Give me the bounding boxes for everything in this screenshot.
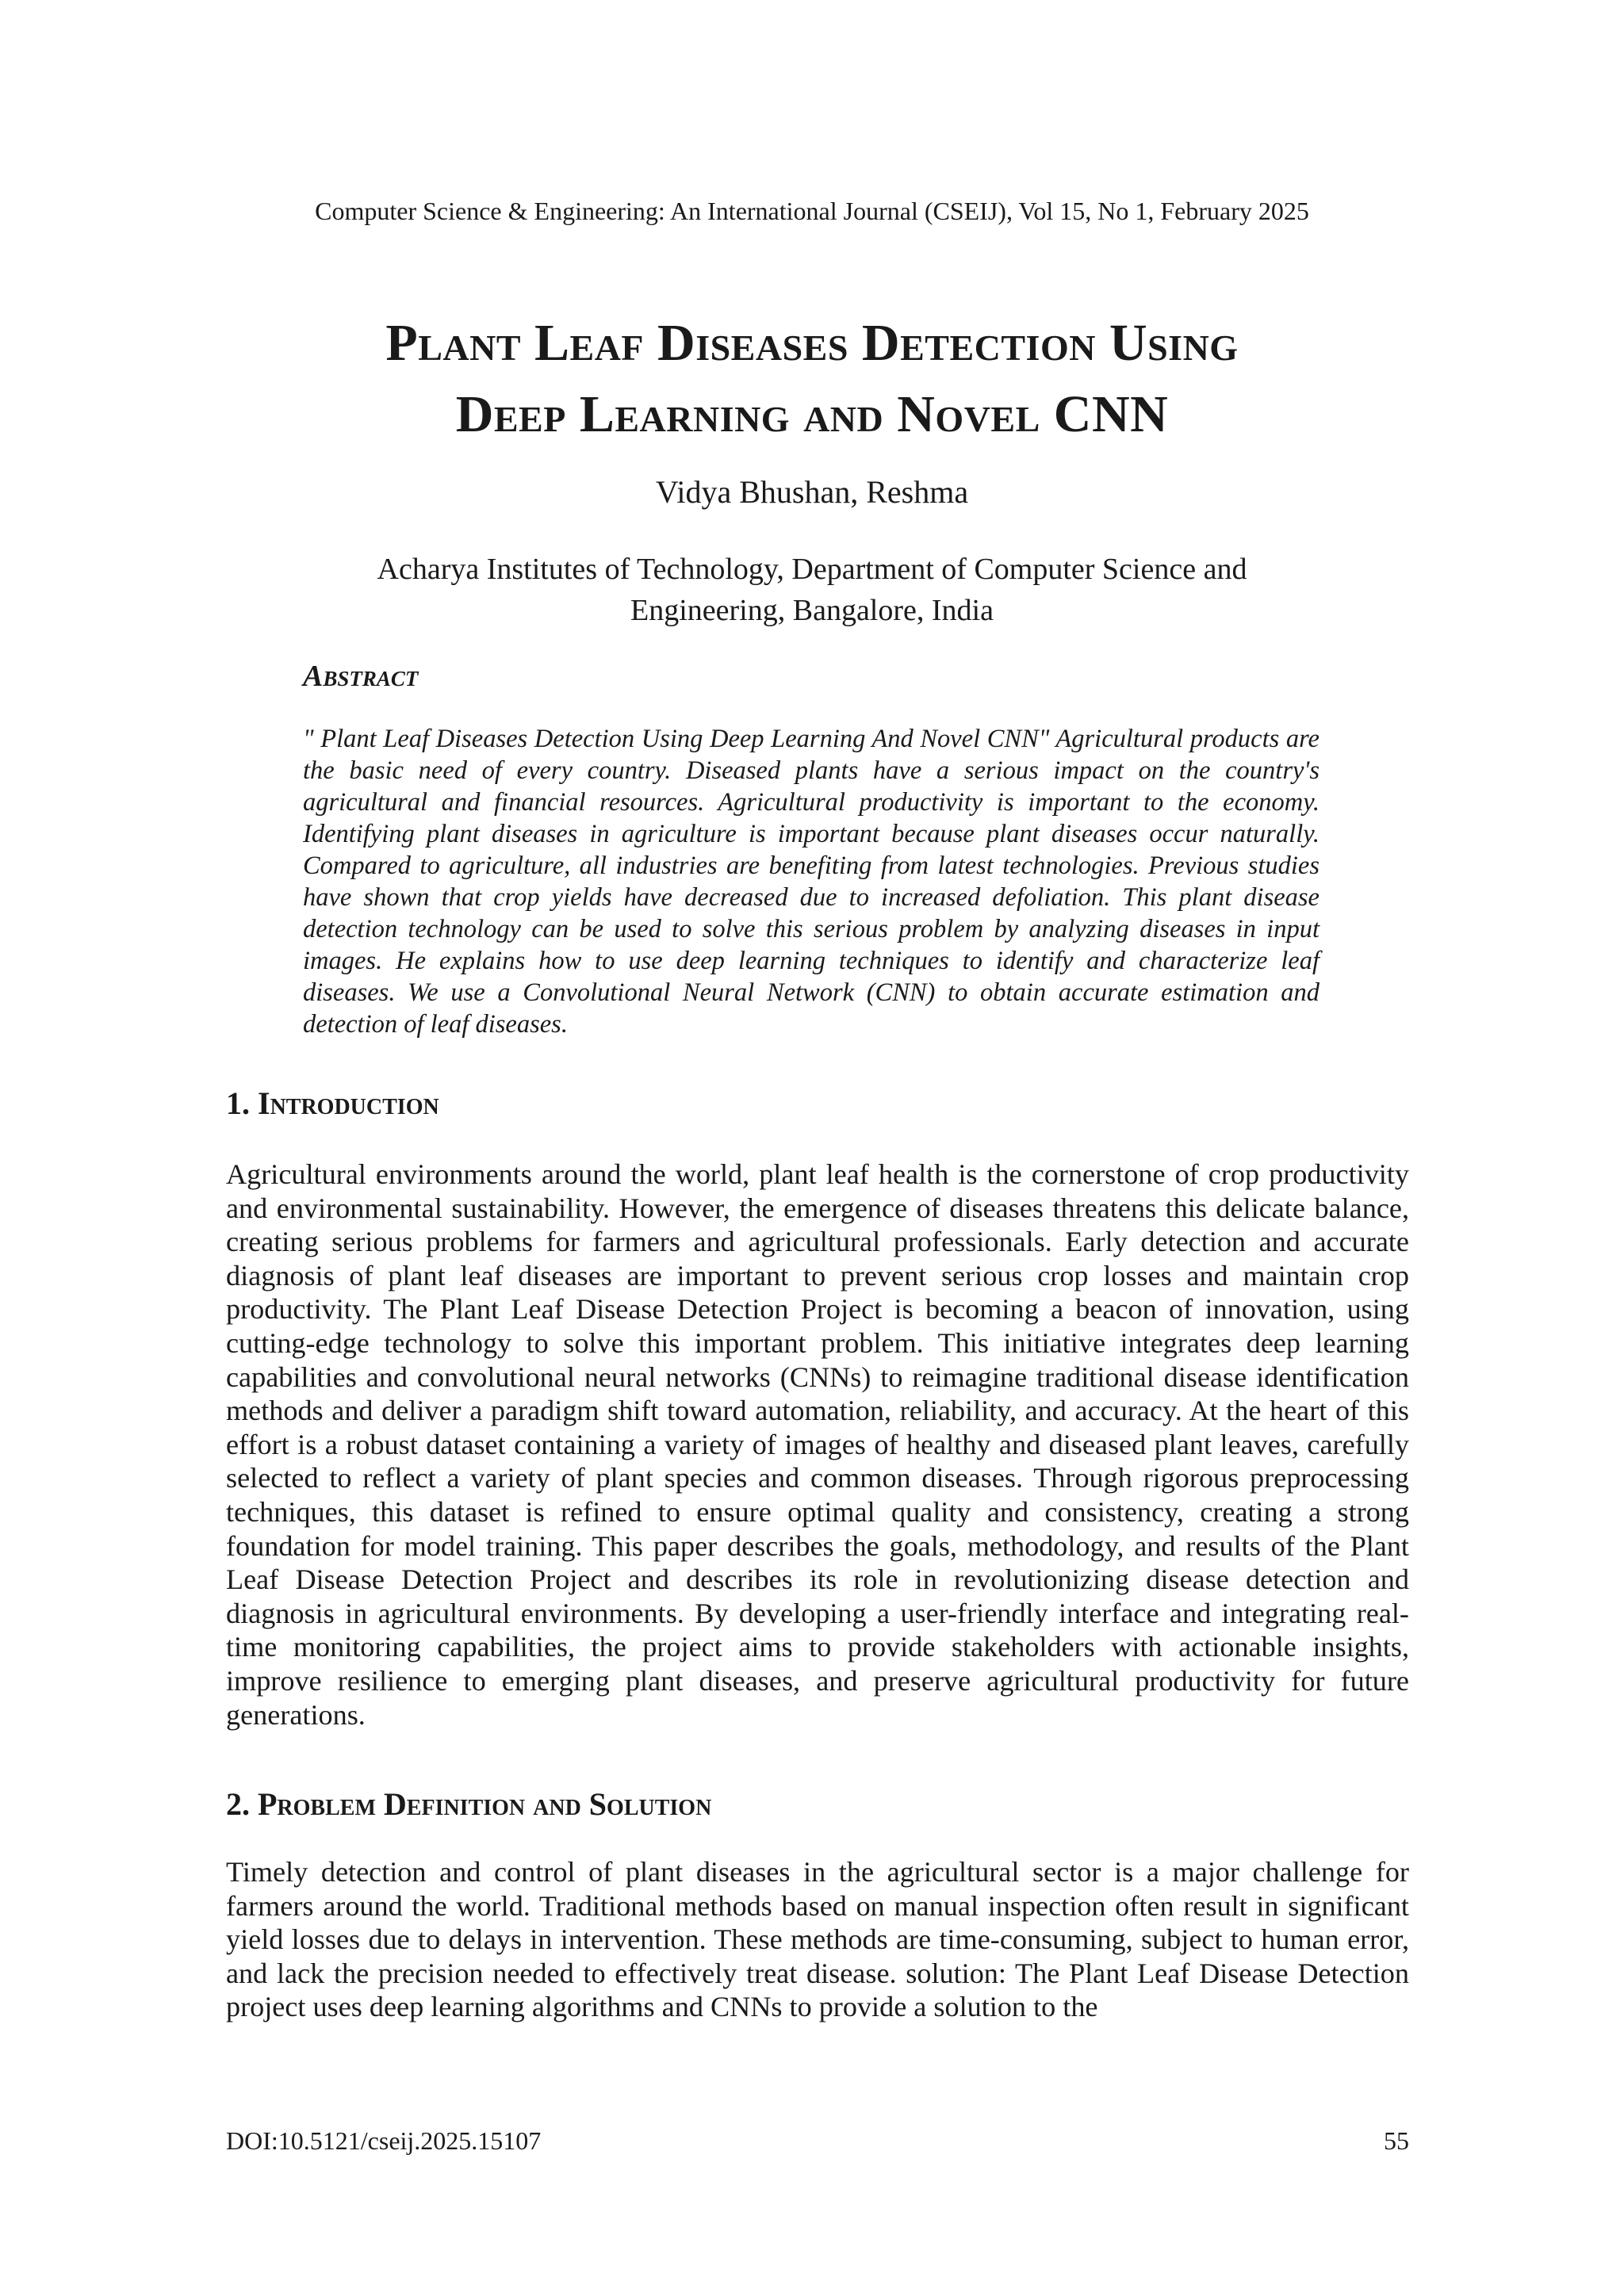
section-heading-introduction: 1. Introduction <box>226 1085 439 1121</box>
authors: Vidya Bhushan, Reshma <box>655 474 969 510</box>
abstract-text: " Plant Leaf Diseases Detection Using Deep Learning And Novel CNN" Agricultural products are the basic need of every country. Diseased plants have a serious impact on the country's agricultural and financial resources. Agricultural productivity is important to the economy. Identifying plant diseases in agriculture is important because plant diseases occur naturally. Compared to agriculture, all industries are benefiting from latest technologies. Previous studies have shown that crop yields have decreased due to increased defoliation. This plant disease detection technology can be used to solve this serious problem by analyzing diseases in input images. He explains how to use deep learning techniques to identify and characterize leaf diseases. We use a Convolutional Neural Network (CNN) to obtain accurate estimation and detection of leaf diseases. <box>303 725 1320 1039</box>
affiliation: Acharya Institutes of Technology, Department of Computer Science and Engineering, Bangalore, India <box>377 553 1247 627</box>
introduction-text: Agricultural environments around the world, plant leaf health is the cornerstone of crop productivity and environmental sustainability. However, the emergence of diseases threatens this delicate balance, creating serious problems for farmers and agricultural professionals. Early detection and accurate diagnosis of plant leaf diseases are important to prevent serious crop losses and maintain crop productivity. The Plant Leaf Disease Detection Project is becoming a beacon of innovation, using cutting-edge technology to solve this important problem. This initiative integrates deep learning capabilities and convolutional neural networks (CNNs) to reimagine traditional disease identification methods and deliver a paradigm shift toward automation, reliability, and accuracy. At the heart of this effort is a robust dataset containing a variety of images of healthy and diseased plant leaves, carefully selected to reflect a variety of plant species and common diseases. Through rigorous preprocessing techniques, this dataset is refined to ensure optimal quality and consistency, creating a strong foundation for model training. This paper describes the goals, methodology, and results of the Plant Leaf Disease Detection Project and describes its role in revolutionizing disease detection and diagnosis in agricultural environments. By developing a user-friendly interface and integrating real-time monitoring capabilities, the project aims to provide stakeholders with actionable insights, improve resilience to emerging plant diseases, and preserve agricultural productivity for future generations. <box>226 1158 1409 1731</box>
running-header: Computer Science & Engineering: An International Journal (CSEIJ), Vol 15, No 1, February 2025 <box>315 197 1309 225</box>
section-heading-problem-definition: 2. Problem Definition and Solution <box>226 1786 712 1822</box>
problem-definition-text: Timely detection and control of plant diseases in the agricultural sector is a major challenge for farmers around the world. Traditional methods based on manual inspection often result in significant yield losses due to delays in intervention. These methods are time-consuming, subject to human error, and lack the precision needed to effectively treat disease. solution: The Plant Leaf Disease Detection project uses deep learning algorithms and CNNs to provide a solution to the <box>226 1856 1409 2023</box>
title-line-2: Deep Learning and Novel CNN <box>455 385 1169 443</box>
abstract-heading: Abstract <box>303 660 419 693</box>
title-line-1: Plant Leaf Diseases Detection Using <box>385 314 1239 372</box>
paper-title <box>0 308 1624 450</box>
footer-doi: DOI:10.5121/cseij.2025.15107 <box>226 2126 542 2155</box>
page-number: 55 <box>1384 2126 1409 2155</box>
